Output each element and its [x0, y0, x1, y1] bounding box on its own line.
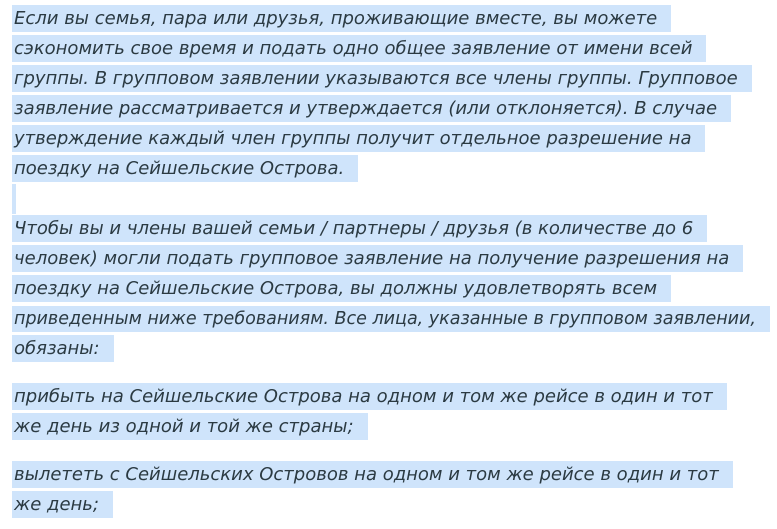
selected-text[interactable]: приведенным ниже требованиям. Все лица, указанные в групповом заявлении, — [12, 306, 770, 332]
selection-marker — [12, 184, 16, 214]
text-line — [12, 94, 772, 124]
text-line — [12, 274, 772, 304]
selected-text[interactable]: прибыть на Сейшельские Острова на одном и том же рейсе в один и тот — [12, 383, 727, 410]
text-line — [12, 490, 772, 520]
selected-text[interactable]: сэкономить свое время и подать одно общее заявление от имени всей — [12, 35, 706, 62]
selected-text[interactable]: вылететь с Сейшельских Островов на одном и том же рейсе в один и тот — [12, 461, 733, 488]
selected-text[interactable]: Если вы семья, пара или друзья, проживающие вместе, вы можете — [12, 5, 671, 32]
selected-text[interactable]: обязаны: — [12, 335, 114, 362]
selected-text[interactable]: поездку на Сейшельские Острова, вы должны удовлетворять всем — [12, 275, 671, 302]
text-line — [12, 124, 772, 154]
paragraph-spacer — [12, 364, 772, 382]
text-line — [12, 4, 772, 34]
text-line — [12, 154, 772, 184]
paragraph-departure-requirement — [12, 460, 772, 520]
selected-text[interactable]: заявление рассматривается и утверждается (или отклоняется). В случае — [12, 95, 731, 122]
selected-empty-line — [12, 184, 772, 214]
selected-text[interactable]: Чтобы вы и члены вашей семьи / партнеры / друзья (в количестве до 6 — [12, 215, 707, 242]
text-line — [12, 304, 772, 334]
paragraph-spacer — [12, 442, 772, 460]
text-line — [12, 214, 772, 244]
document-body — [12, 4, 772, 520]
text-line — [12, 244, 772, 274]
text-line — [12, 34, 772, 64]
selected-text[interactable]: же день; — [12, 491, 113, 518]
text-line — [12, 382, 772, 412]
text-line — [12, 460, 772, 490]
selected-text[interactable]: человек) могли подать групповое заявление на получение разрешения на — [12, 245, 743, 272]
selected-text[interactable]: утверждение каждый член группы получит отдельное разрешение на — [12, 125, 705, 152]
text-line — [12, 334, 772, 364]
paragraph-group-requirements — [12, 214, 772, 364]
text-line — [12, 64, 772, 94]
selected-text[interactable]: группы. В групповом заявлении указываются все члены группы. Групповое — [12, 65, 752, 92]
text-line — [12, 412, 772, 442]
selected-text[interactable]: поездку на Сейшельские Острова. — [12, 155, 358, 182]
selected-text[interactable]: же день из одной и той же страны; — [12, 413, 368, 440]
paragraph-group-application-intro — [12, 4, 772, 184]
paragraph-arrival-requirement — [12, 382, 772, 442]
